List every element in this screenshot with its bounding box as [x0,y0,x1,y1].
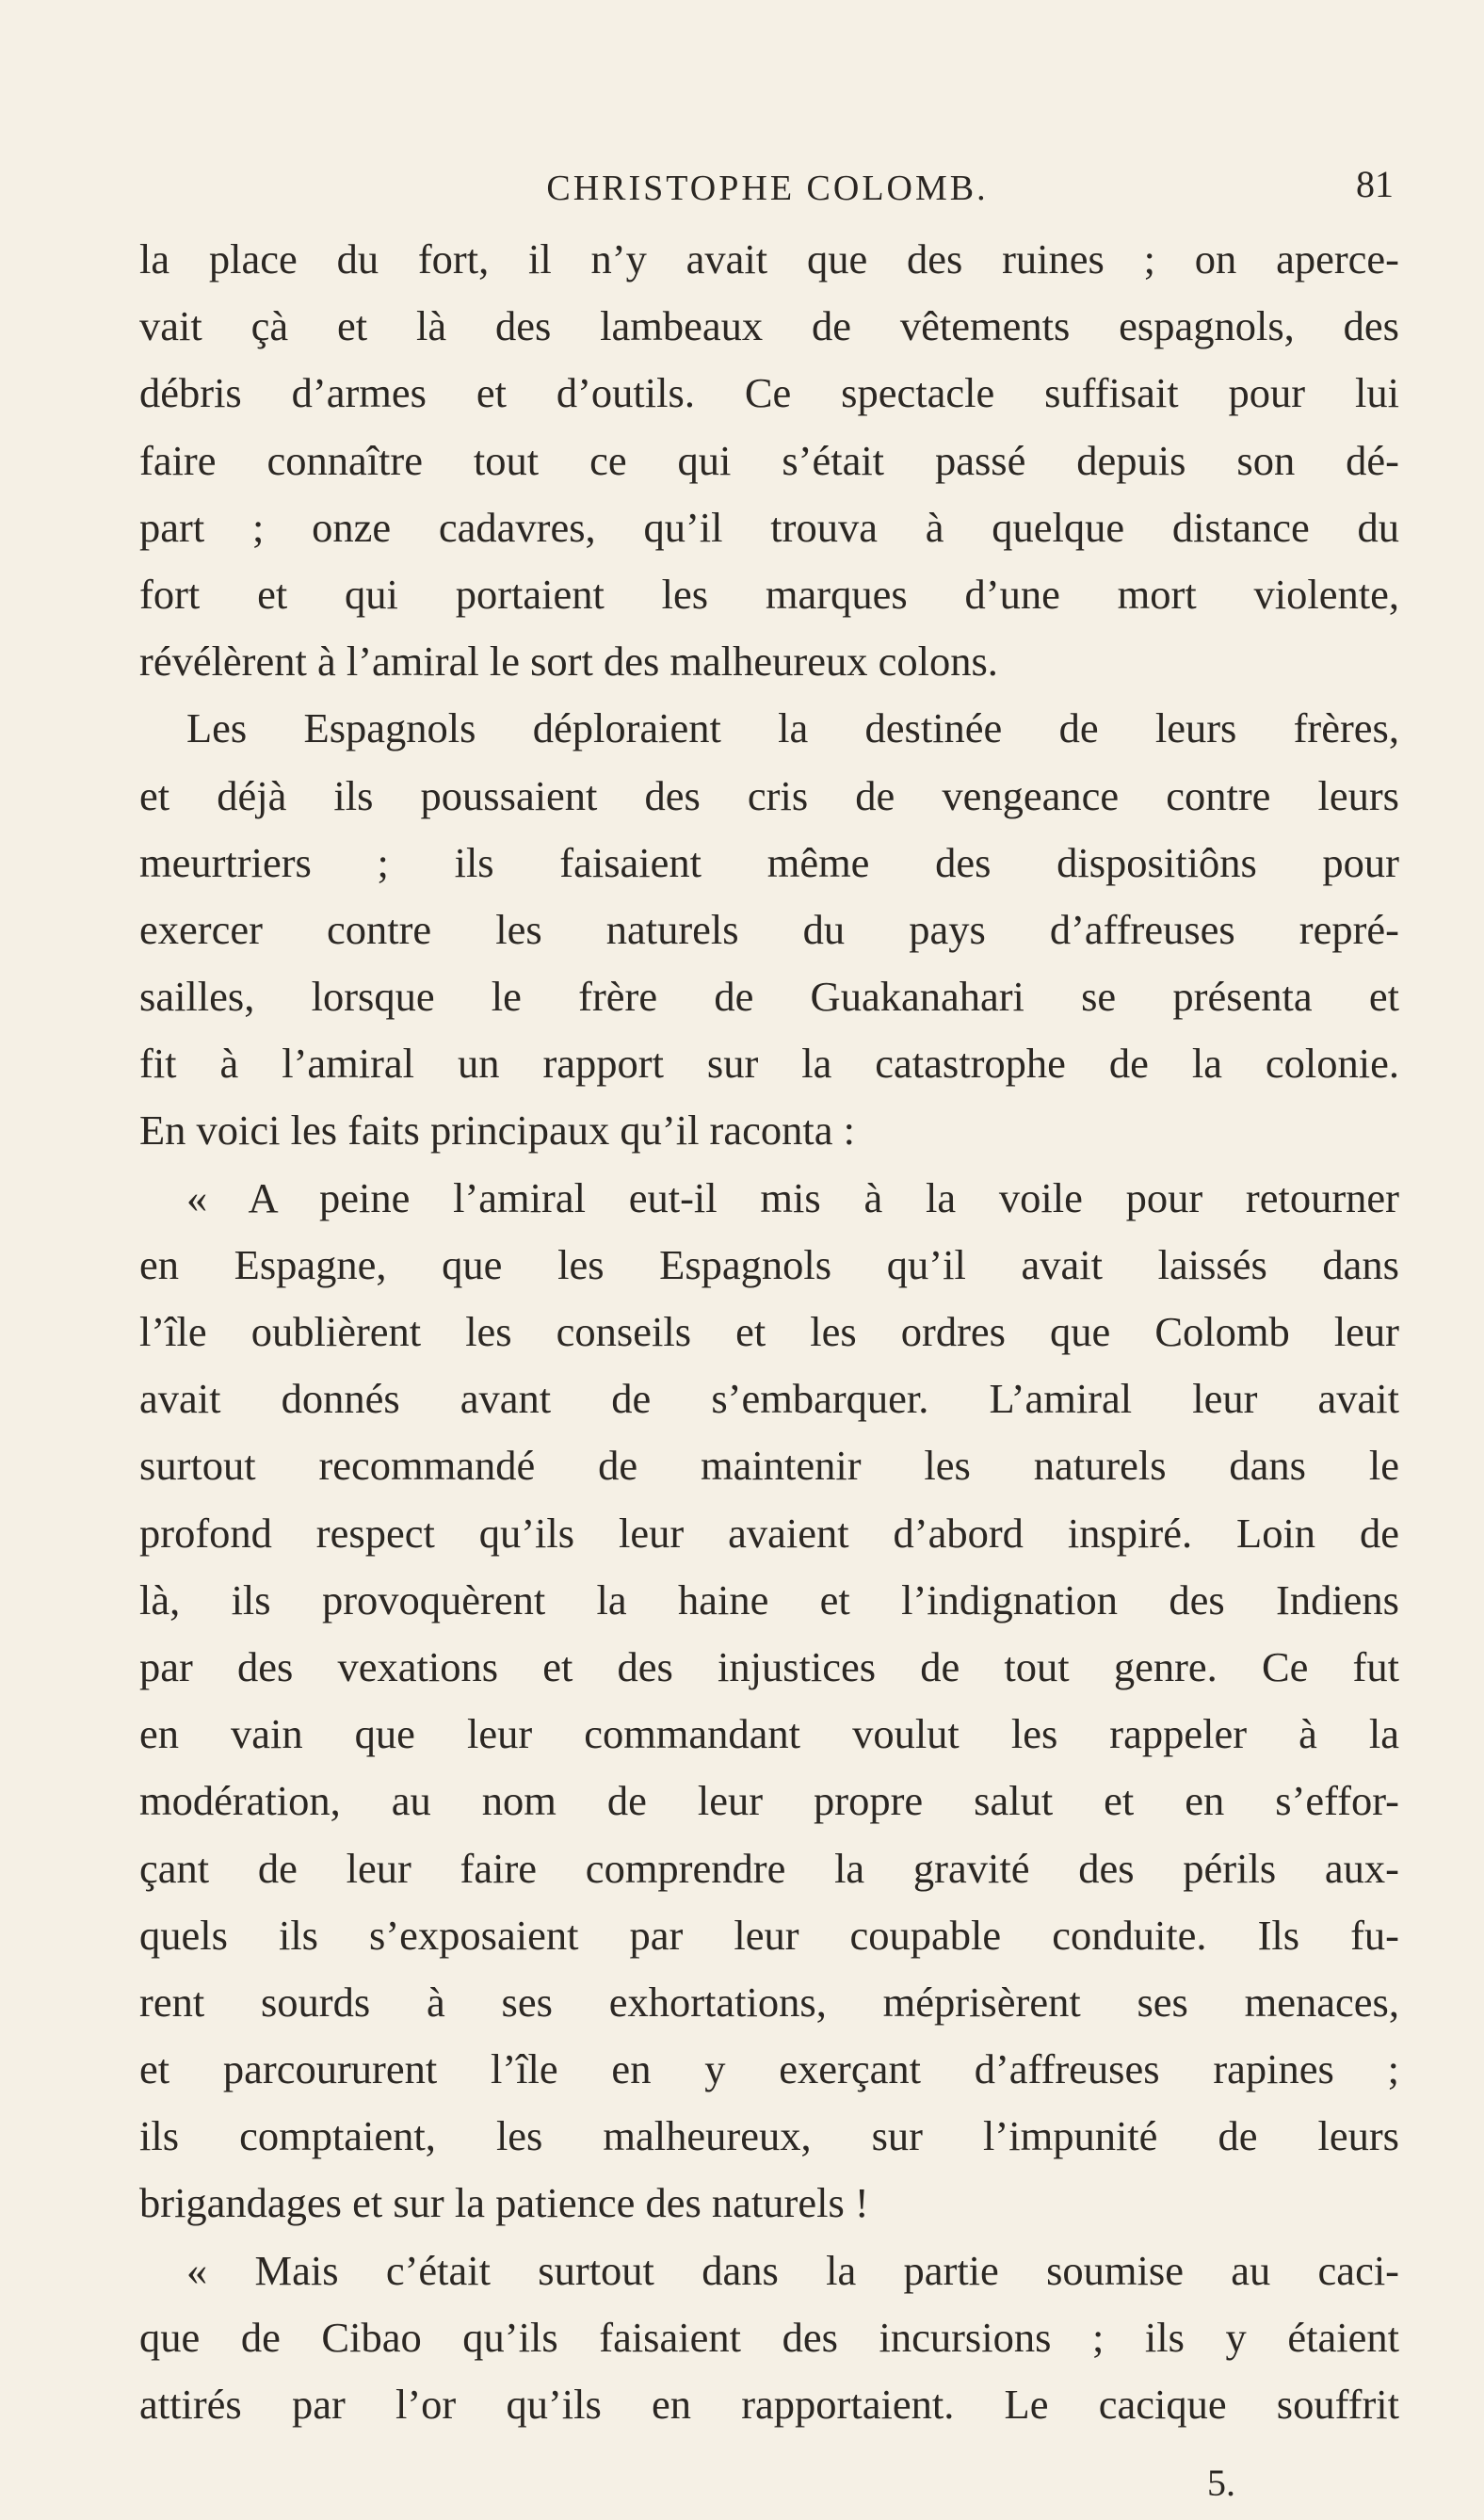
text-line: brigandages et sur la patience des naturels ! [139,2179,869,2227]
text-line: attirés par l’or qu’ils en rapportaient. Le cacique souffrit [139,2381,1399,2428]
text-line: en vain que leur commandant voulut les rappeler à la [139,1710,1399,1758]
text-line: avait donnés avant de s’embarquer. L’amiral leur avait [139,1375,1399,1423]
text-line: profond respect qu’ils leur avaient d’abord inspiré. Loin de [139,1509,1399,1557]
text-line: fort et qui portaient les marques d’une mort violente, [139,570,1399,618]
text-line: sailles, lorsque le frère de Guakanahari se présenta et [139,973,1399,1021]
running-title: CHRISTOPHE COLOMB. [546,169,989,208]
text-line: révélèrent à l’amiral le sort des malheureux colons. [139,638,998,686]
text-line: surtout recommandé de maintenir les naturels dans le [139,1442,1399,1490]
text-line: çant de leur faire comprendre la gravité des périls aux- [139,1844,1399,1892]
text-line: En voici les faits principaux qu’il raconta : [139,1107,855,1155]
text-line: Les Espagnols déploraient la destinée de leurs frères, [186,704,1399,752]
signature-mark: 5. [1207,2462,1235,2504]
text-line: débris d’armes et d’outils. Ce spectacle suffisait pour lui [139,369,1399,417]
text-line: « A peine l’amiral eut-il mis à la voile pour retourner [186,1173,1399,1221]
text-line: vait çà et là des lambeaux de vêtements espagnols, des [139,302,1399,350]
text-line: exercer contre les naturels du pays d’affreuses repré- [139,905,1399,953]
text-line: faire connaître tout ce qui s’était passé depuis son dé- [139,436,1399,484]
text-line: là, ils provoquèrent la haine et l’indignation des Indiens [139,1575,1399,1623]
text-line: quels ils s’exposaient par leur coupable conduite. Ils fu- [139,1911,1399,1959]
text-line: et parcoururent l’île en y exerçant d’affreuses rapines ; [139,2045,1399,2093]
text-line: par des vexations et des injustices de tout genre. Ce fut [139,1642,1399,1690]
text-line: fit à l’amiral un rapport sur la catastrophe de la colonie. [139,1040,1399,1088]
text-line: meurtriers ; ils faisaient même des dispositiôns pour [139,838,1399,886]
text-line: et déjà ils poussaient des cris de vengeance contre leurs [139,771,1399,819]
text-line: ils comptaient, les malheureux, sur l’impunité de leurs [139,2112,1399,2160]
text-line: la place du fort, il n’y avait que des ruines ; on aperce- [139,235,1399,283]
body-text [139,226,1399,2438]
text-line: l’île oublièrent les conseils et les ordres que Colomb leur [139,1308,1399,1355]
text-line: en Espagne, que les Espagnols qu’il avait laissés dans [139,1240,1399,1288]
text-line: « Mais c’était surtout dans la partie soumise au caci- [186,2246,1399,2294]
text-line: rent sourds à ses exhortations, méprisèrent ses menaces, [139,1978,1399,2026]
text-line: que de Cibao qu’ils faisaient des incursions ; ils y étaient [139,2313,1399,2361]
text-line: modération, au nom de leur propre salut et en s’effor- [139,1777,1399,1825]
page-number: 81 [1356,163,1394,205]
text-line: part ; onze cadavres, qu’il trouva à quelque distance du [139,503,1399,551]
page-header [141,158,1394,215]
